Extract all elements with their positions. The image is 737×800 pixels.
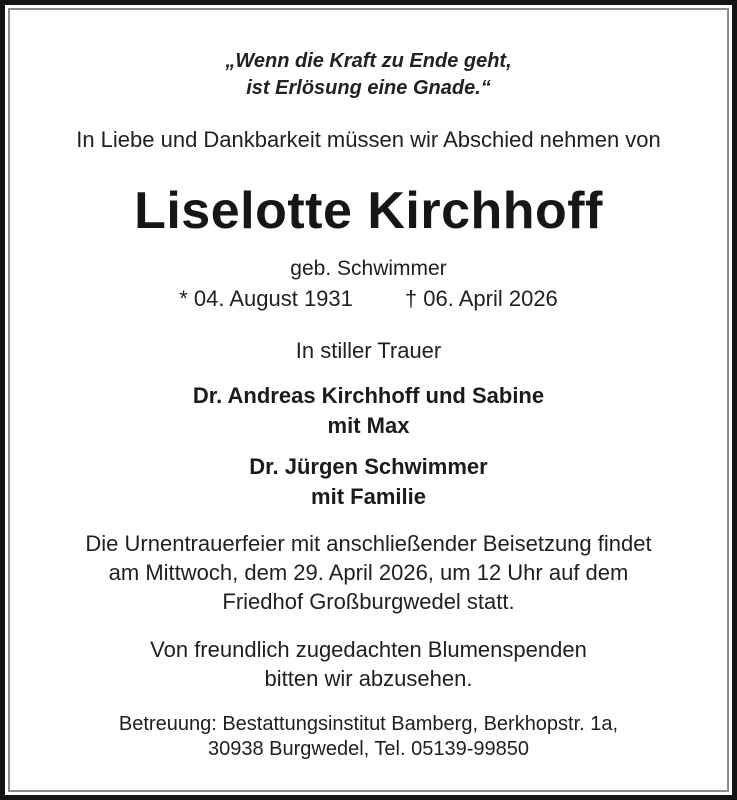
maiden-name: geb. Schwimmer: [290, 257, 447, 280]
birth-date: * 04. August 1931: [179, 286, 353, 311]
mourner-1-with: mit Max: [327, 413, 410, 438]
funeral-home-info: [10, 712, 727, 762]
funeral-home-line-1: Betreuung: Bestattungsinstitut Bamberg, Berkhopstr. 1a,: [118, 713, 619, 735]
ceremony-line-2: am Mittwoch, dem 29. April 2026, um 12 Uhr auf dem: [108, 560, 629, 585]
mourner-group-1: [10, 381, 727, 441]
ceremony-line-1: Die Urnentrauerfeier mit anschließender Beisetzung findet: [85, 531, 652, 556]
deceased-name: Liselotte Kirchhoff: [134, 182, 603, 240]
mourning-label: In stiller Trauer: [295, 338, 442, 363]
obituary-inner-frame: [8, 8, 729, 792]
mourner-group-2: [10, 452, 727, 512]
ceremony-info: [10, 529, 727, 616]
flowers-line-1: Von freundlich zugedachten Blumenspenden: [150, 637, 587, 662]
opening-quote: [10, 48, 727, 102]
flowers-line-2: bitten wir abzusehen.: [264, 666, 473, 691]
death-date: † 06. April 2026: [404, 286, 558, 311]
funeral-home-line-2: 30938 Burgwedel, Tel. 05139-99850: [208, 738, 529, 760]
mourner-2-with: mit Familie: [311, 484, 426, 509]
quote-line-2: ist Erlösung eine Gnade.“: [246, 77, 491, 99]
mourner-2-names: Dr. Jürgen Schwimmer: [249, 454, 488, 479]
intro-line: In Liebe und Dankbarkeit müssen wir Abschied nehmen von: [76, 127, 661, 152]
ceremony-line-3: Friedhof Großburgwedel statt.: [222, 589, 515, 614]
mourner-1-names: Dr. Andreas Kirchhoff und Sabine: [192, 383, 545, 408]
flowers-request: [10, 635, 727, 693]
obituary-content: [10, 10, 727, 790]
life-dates: [10, 285, 727, 313]
quote-line-1: „Wenn die Kraft zu Ende geht,: [225, 50, 512, 72]
